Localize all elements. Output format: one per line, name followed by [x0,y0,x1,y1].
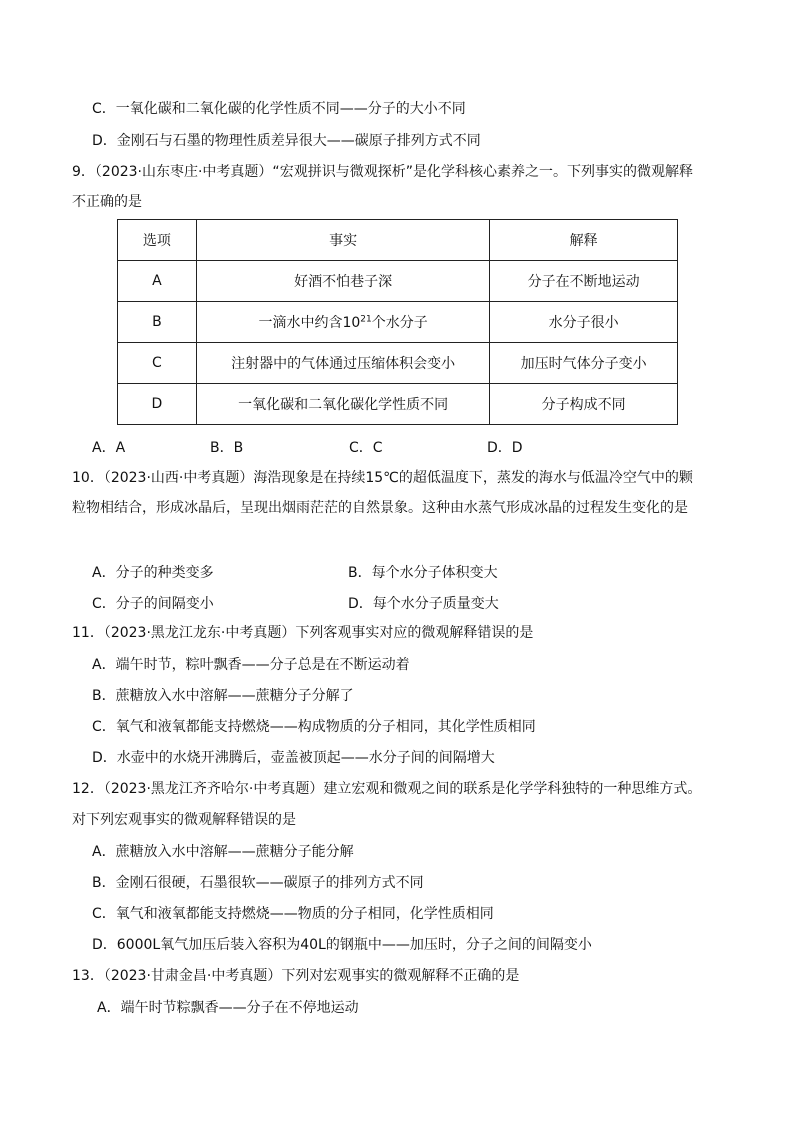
fact-text-post: 个水分子 [371,315,428,331]
table-row [118,302,678,343]
table-header-row [118,220,678,261]
q10-option-b: B．每个水分子体积变大 [348,565,498,581]
q9-stem-line2: 不正确的是 [72,194,142,210]
fact-exponent: 21 [360,314,372,325]
q11-option-d: D．水壶中的水烧开沸腾后，壶盖被顶起——水分子间的间隔增大 [92,750,495,766]
q13-option-a: A．端午时节粽飘香——分子在不停地运动 [97,1000,359,1016]
q12-option-d: D．6000L氧气加压后装入容积为40L的钢瓶中——加压时，分子之间的间隔变小 [92,937,592,953]
q9-table [117,219,678,425]
cell-fact: 好酒不怕巷子深 [196,261,489,302]
header-fact: 事实 [196,220,489,261]
q10-options-row1 [92,562,652,582]
table-row [118,343,678,384]
cell-explanation: 水分子很小 [490,302,678,343]
cell-option: D [118,384,197,425]
q9-answer-b: B．B [210,440,244,456]
q9-answer-d: D．D [487,440,523,456]
q12-stem-line1: 12．（2023·黑龙江齐齐哈尔·中考真题）建立宏观和微观之间的联系是化学学科独特的一种思维方式。 [72,781,702,797]
cell-option: C [118,343,197,384]
header-explanation: 解释 [490,220,678,261]
q10-option-d: D．每个水分子质量变大 [348,596,499,612]
q12-stem-line2: 对下列宏观事实的微观解释错误的是 [72,812,296,828]
q8-option-d: D．金刚石与石墨的物理性质差异很大——碳原子排列方式不同 [92,133,481,149]
q11-option-c: C．氧气和液氧都能支持燃烧——构成物质的分子相同，其化学性质相同 [92,719,536,735]
q10-stem-line2: 粒物相结合，形成冰晶后，呈现出烟雨茫茫的自然景象。这种由水蒸气形成冰晶的过程发生变化的是 [72,500,688,516]
fact-text-pre: 一滴水中约含10 [258,315,361,331]
cell-option: A [118,261,197,302]
table-row [118,384,678,425]
header-option: 选项 [118,220,197,261]
q8-option-c: C．一氧化碳和二氧化碳的化学性质不同——分子的大小不同 [92,101,466,117]
q9-answer-a: A．A [92,440,126,456]
q12-option-c: C．氧气和液氧都能支持燃烧——物质的分子相同，化学性质相同 [92,906,494,922]
q10-option-a: A．分子的种类变多 [92,565,214,581]
q11-option-a: A．端午时节，粽叶飘香——分子总是在不断运动着 [92,657,410,673]
cell-explanation: 分子在不断地运动 [490,261,678,302]
cell-fact [196,302,489,343]
q12-option-b: B．金刚石很硬，石墨很软——碳原子的排列方式不同 [92,875,424,891]
q9-stem-line1: 9．（2023·山东枣庄·中考真题）“宏观拼识与微观探析”是化学科核心素养之一。下列事实的微观解释 [72,164,693,180]
cell-option: B [118,302,197,343]
q13-stem: 13．（2023·甘肃金昌·中考真题）下列对宏观事实的微观解释不正确的是 [72,968,520,984]
cell-fact: 一氧化碳和二氧化碳化学性质不同 [196,384,489,425]
cell-explanation: 加压时气体分子变小 [490,343,678,384]
cell-explanation: 分子构成不同 [490,384,678,425]
q9-answer-c: C．C [349,440,383,456]
q10-options-row2 [92,593,652,613]
q11-option-b: B．蔗糖放入水中溶解——蔗糖分子分解了 [92,688,354,704]
q10-stem-line1: 10．（2023·山西·中考真题）海浩现象是在持续15℃的超低温度下，蒸发的海水与低温冷空气中的颗 [72,470,693,486]
q12-option-a: A．蔗糖放入水中溶解——蔗糖分子能分解 [92,844,354,860]
q10-option-c: C．分子的间隔变小 [92,596,214,612]
cell-fact: 注射器中的气体通过压缩体积会变小 [196,343,489,384]
table-row [118,261,678,302]
q11-stem: 11．（2023·黑龙江龙东·中考真题）下列客观事实对应的微观解释错误的是 [72,625,534,641]
